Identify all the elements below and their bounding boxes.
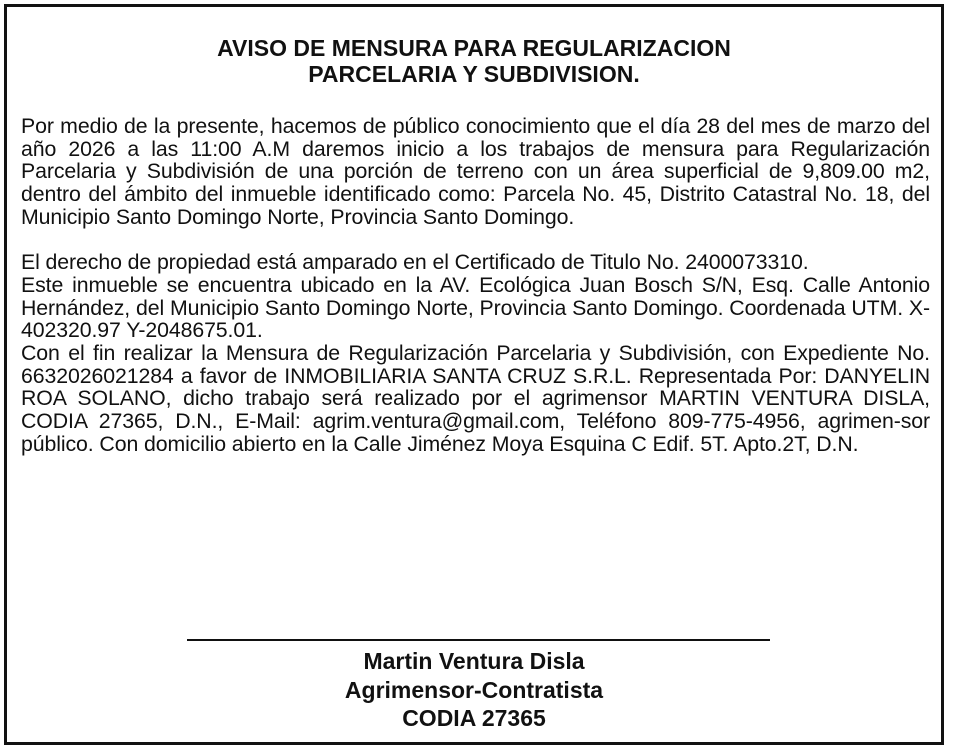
signatory-codia: CODIA 27365 [402, 705, 546, 731]
signature-block [7, 647, 941, 733]
paragraph-title-certificate: El derecho de propiedad está amparado en el Certificado de Titulo No. 2400073310. [21, 250, 809, 275]
signatory-name: Martin Ventura Disla [363, 648, 585, 674]
paragraph-survey-details: Con el fin realizar la Mensura de Regularización Parcelaria y Subdivisión, con Expediente No. 6632026021284 a favor de INMOBILIARIA SANTA CRUZ S.R.L. Representada Por: DANYELIN ROA SOLANO, dicho trabajo será realizado por el agrimensor MARTIN VENTURA DISLA, CODIA 27365, D.N., E-Mail: agrim.ventura@gmail.com, Teléfono 809-775-4956, agrimen-sor público. Con domicilio abierto en la Calle Jiménez Moya Esquina C Edif. 5T. Apto.2T, D.N. [21, 341, 930, 456]
title-line-1: AVISO DE MENSURA PARA REGULARIZACION [217, 35, 731, 61]
notice-frame [4, 4, 944, 745]
paragraph-announcement: Por medio de la presente, hacemos de público conocimiento que el día 28 del mes de marzo del año 2026 a las 11:00 A.M daremos inicio a los trabajos de mensura para Regularización Parcelaria y Subdivisión de una porción de terreno con un área superficial de 9,809.00 m2, dentro del ámbito del inmueble identificado como: Parcela No. 45, Distrito Catastral No. 18, del Municipio Santo Domingo Norte, Provincia Santo Domingo. [21, 114, 930, 229]
signature-line [187, 639, 770, 641]
notice-body [21, 115, 930, 456]
paragraph-location: Este inmueble se encuentra ubicado en la AV. Ecológica Juan Bosch S/N, Esq. Calle Antonio Hernández, del Municipio Santo Domingo Norte, Provincia Santo Domingo. Coordenada UTM. X- 402320.97 Y-2048675.01. [21, 272, 930, 343]
title-line-2: PARCELARIA Y SUBDIVISION. [308, 61, 640, 87]
notice-title [7, 35, 941, 87]
signatory-role: Agrimensor-Contratista [344, 676, 604, 703]
